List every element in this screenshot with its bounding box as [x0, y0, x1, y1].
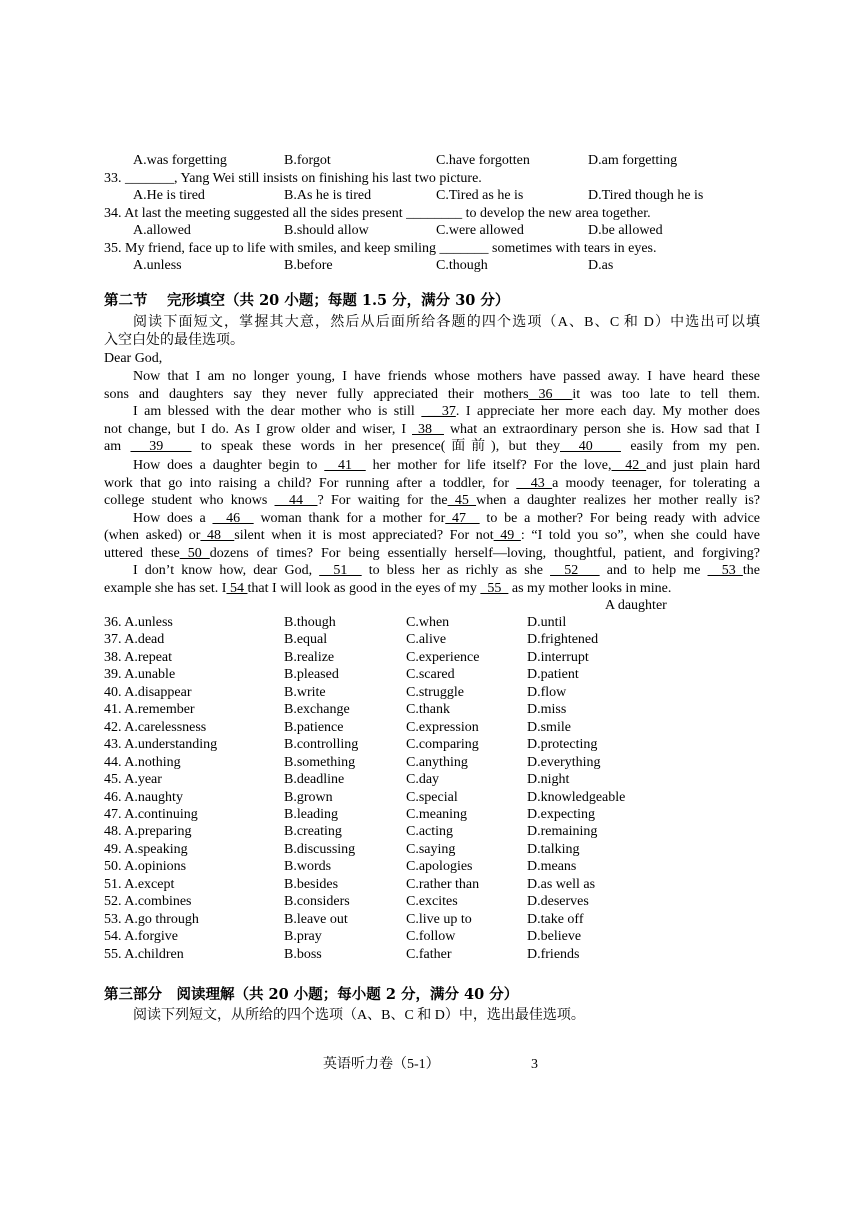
- cloze-item-row: [104, 841, 760, 858]
- passage-line: (when asked) or 48 silent when it is most appreciated? For not 49 : “I told you so”, when she could have: [104, 528, 761, 543]
- option-c: C.struggle: [406, 684, 464, 700]
- option-b: B.something: [284, 754, 356, 770]
- blank-37: __37: [421, 404, 456, 419]
- option-d: D.remaining: [527, 824, 598, 840]
- blank-36: 36: [528, 386, 573, 402]
- option-c: C.were allowed: [436, 223, 524, 238]
- section-2-title: 第二节 完形填空（共 20 小题；每题 1.5 分，满分 30 分）: [104, 292, 510, 309]
- blank-47: 47: [445, 510, 480, 526]
- option-c: C.Tired as he is: [436, 188, 524, 203]
- blank-53: 53: [707, 563, 743, 578]
- passage-line: sons and daughters say they never fully appreciated their mothers 36 it was too late to tell them.: [104, 386, 760, 402]
- option-b: B.pleased: [284, 667, 339, 683]
- option-c: C.expression: [406, 719, 479, 735]
- option-b: B.creating: [284, 824, 342, 840]
- passage-line: How does a 46 woman thank for a mother for 47 to be a mother? For being ready with advice: [133, 510, 761, 526]
- option-a: 37. A.dead: [104, 632, 165, 648]
- blank-55: 55: [480, 580, 509, 596]
- cloze-item-row: [104, 806, 760, 823]
- option-b: B.boss: [284, 946, 322, 962]
- cloze-item-row: [104, 719, 760, 736]
- cloze-item-row: [104, 631, 760, 648]
- option-d: D.take off: [527, 911, 584, 927]
- option-b: B.deadline: [284, 772, 345, 788]
- option-d: D.until: [527, 615, 567, 630]
- option-a: 52. A.combines: [104, 894, 192, 910]
- option-b: B.controlling: [284, 737, 359, 753]
- blank-38: 38: [412, 421, 444, 437]
- passage-line: Now that I am no longer young, I have friends whose mothers have passed away. I have heard these: [133, 369, 760, 384]
- option-a: A.was forgetting: [133, 153, 227, 168]
- option-b: B.discussing: [284, 841, 356, 857]
- option-b: B.equal: [284, 632, 328, 648]
- option-c: C.day: [406, 772, 440, 788]
- option-c: C.though: [436, 258, 488, 273]
- blank-42: 42: [611, 458, 647, 473]
- option-d: D.be allowed: [588, 223, 663, 238]
- option-c: C.acting: [406, 824, 454, 840]
- blank-49: 49: [493, 528, 521, 543]
- option-a: 38. A.repeat: [104, 649, 173, 665]
- option-d: D.talking: [527, 841, 580, 857]
- option-b: B.besides: [284, 876, 339, 892]
- cloze-item-row: [104, 614, 760, 631]
- section-2-instruction: 阅读下面短文，掌握其大意，然后从后面所给各题的四个选项（A、B、C 和 D）中选出可以填: [133, 315, 760, 330]
- blank-46: 46: [212, 510, 254, 526]
- cloze-item-row: [104, 684, 760, 701]
- option-b: B.words: [284, 859, 332, 875]
- cloze-item-row: [104, 649, 760, 666]
- page-number: 3: [531, 1057, 538, 1072]
- option-c: C.father: [406, 946, 452, 962]
- blank-51: 51: [319, 563, 362, 578]
- option-d: D.patient: [527, 667, 579, 683]
- option-a: 40. A.disappear: [104, 684, 192, 700]
- option-d: D.knowledgeable: [527, 789, 626, 805]
- letter-salutation: Dear God,: [104, 351, 163, 366]
- option-d: D.expecting: [527, 806, 596, 822]
- blank-39: 39: [130, 439, 192, 454]
- passage-line: How does a daughter begin to 41 her mother for life itself? For the love, 42 and just plain hard: [133, 458, 761, 473]
- option-a: A.allowed: [133, 223, 191, 238]
- option-c: C.live up to: [406, 911, 472, 927]
- option-c: C.anything: [406, 754, 468, 770]
- option-b: B.forgot: [284, 153, 331, 168]
- option-a: 48. A.preparing: [104, 824, 192, 840]
- question-33-stem: 33. _______, Yang Wei still insists on finishing his last two picture.: [104, 170, 482, 186]
- option-b: B.exchange: [284, 702, 350, 718]
- option-b: B.grown: [284, 789, 333, 805]
- option-b: B.patience: [284, 719, 344, 735]
- option-d: D.means: [527, 859, 577, 875]
- option-a: 41. A.remember: [104, 702, 195, 718]
- option-c: C.apologies: [406, 859, 473, 875]
- passage-line: work that go into raising a child? For running after a toddler, for 43 a moody teenager, for tolerating a: [104, 475, 761, 491]
- passage-line: example she has set. I 54 that I will look as good in the eyes of my 55 as my mother looks in mine.: [104, 580, 672, 596]
- blank-52: 52: [550, 563, 600, 578]
- option-b: B.leading: [284, 806, 339, 822]
- option-a: 55. A.children: [104, 946, 184, 962]
- question-34-stem: 34. At last the meeting suggested all the sides present ________ to develop the new area together.: [104, 205, 651, 221]
- mc-options-row: [104, 187, 760, 205]
- blank-41: 41: [324, 458, 366, 473]
- passage-line: uttered these 50 dozens of times? For being essentially herself—loving, thoughtful, patient, and forgiving?: [104, 545, 761, 561]
- option-c: C.experience: [406, 649, 480, 665]
- blank-40: 40: [559, 439, 621, 454]
- option-a: 44. A.nothing: [104, 754, 181, 770]
- option-a: 47. A.continuing: [104, 806, 198, 822]
- option-c: C.have forgotten: [436, 153, 530, 168]
- cloze-item-row: [104, 701, 760, 718]
- option-b: B.write: [284, 684, 326, 700]
- cloze-item-row: [104, 893, 760, 910]
- option-b: B.pray: [284, 929, 322, 945]
- option-a: 49. A.speaking: [104, 841, 188, 857]
- option-d: D.Tired though he is: [588, 188, 704, 203]
- option-c: C.alive: [406, 632, 447, 648]
- blank-50: 50: [179, 545, 210, 561]
- passage-line: I don’t know how, dear God, 51 to bless her as richly as she 52 and to help me 53 the: [133, 563, 760, 578]
- option-b: B.should allow: [284, 223, 369, 238]
- option-b: B.realize: [284, 649, 335, 665]
- option-d: D.protecting: [527, 737, 598, 753]
- option-b: B.before: [284, 258, 333, 273]
- option-c: C.excites: [406, 894, 458, 910]
- cloze-item-row: [104, 928, 760, 945]
- option-d: D.believe: [527, 929, 582, 945]
- cloze-item-row: [104, 666, 760, 683]
- option-a: 36. A.unless: [104, 615, 173, 630]
- blank-44: 44: [274, 493, 318, 508]
- option-c: C.comparing: [406, 737, 479, 753]
- option-d: D.as: [588, 258, 614, 273]
- option-b: B.leave out: [284, 911, 348, 927]
- section-3-title: 第三部分 阅读理解（共 20 小题；每小题 2 分，满分 40 分）: [104, 986, 519, 1003]
- option-c: C.when: [406, 615, 450, 630]
- option-a: 54. A.forgive: [104, 929, 179, 945]
- cloze-item-row: [104, 911, 760, 928]
- mc-options-row: [104, 257, 760, 275]
- option-c: C.saying: [406, 841, 456, 857]
- section-2-instruction-cont: 入空白处的最佳选项。: [104, 332, 244, 348]
- question-35-stem: 35. My friend, face up to life with smiles, and keep smiling _______ sometimes with tears in eyes.: [104, 240, 657, 256]
- passage-line: am 39 to speak these words in her presence(面前), but they 40 easily from my pen.: [104, 439, 760, 454]
- option-d: D.night: [527, 772, 570, 788]
- cloze-item-row: [104, 771, 760, 788]
- passage-line: I am blessed with the dear mother who is still __37. I appreciate her more each day. My mother does: [133, 404, 760, 419]
- option-d: D.as well as: [527, 876, 596, 892]
- option-c: C.follow: [406, 929, 456, 945]
- passage-line: college student who knows 44 ? For waiting for the 45 when a daughter realizes her mother really is?: [104, 493, 761, 508]
- mc-options-row: [104, 222, 760, 240]
- option-d: D.frightened: [527, 632, 599, 648]
- option-d: D.flow: [527, 684, 567, 700]
- option-a: 50. A.opinions: [104, 859, 187, 875]
- option-a: 51. A.except: [104, 876, 175, 892]
- option-c: C.meaning: [406, 806, 468, 822]
- option-c: C.rather than: [406, 876, 480, 892]
- cloze-item-row: [104, 823, 760, 840]
- option-a: 46. A.naughty: [104, 789, 183, 805]
- option-d: D.smile: [527, 719, 571, 735]
- option-a: 39. A.unable: [104, 667, 176, 683]
- cloze-item-row: [104, 736, 760, 753]
- option-c: C.thank: [406, 702, 450, 718]
- option-d: D.interrupt: [527, 649, 589, 665]
- option-a: 45. A.year: [104, 772, 162, 788]
- option-a: A.He is tired: [133, 188, 205, 203]
- mc-options-row: [104, 152, 760, 170]
- option-b: B.As he is tired: [284, 188, 372, 203]
- option-b: B.considers: [284, 894, 350, 910]
- option-a: 42. A.carelessness: [104, 719, 207, 735]
- option-a: 43. A.understanding: [104, 737, 218, 753]
- cloze-item-row: [104, 754, 760, 771]
- letter-signature: A daughter: [605, 598, 667, 613]
- blank-48: 48: [200, 528, 235, 543]
- cloze-item-row: [104, 858, 760, 875]
- option-b: B.though: [284, 615, 336, 630]
- option-a: 53. A.go through: [104, 911, 199, 927]
- cloze-item-row: [104, 876, 760, 893]
- option-d: D.everything: [527, 754, 601, 770]
- blank-54: 54: [226, 580, 248, 596]
- option-d: D.miss: [527, 702, 567, 718]
- footer-label: 英语听力卷（5-1）: [323, 1057, 440, 1072]
- blank-43: 43: [516, 475, 553, 491]
- option-a: A.unless: [133, 258, 182, 273]
- option-d: D.deserves: [527, 894, 589, 910]
- cloze-item-row: [104, 789, 760, 806]
- passage-line: not change, but I do. As I grow older and wiser, I 38 what an extraordinary person she is. How sad that I: [104, 421, 760, 437]
- cloze-item-row: [104, 946, 760, 963]
- option-c: C.special: [406, 789, 458, 805]
- blank-45: 45: [447, 493, 477, 508]
- option-d: D.am forgetting: [588, 153, 678, 168]
- option-d: D.friends: [527, 946, 580, 962]
- option-c: C.scared: [406, 667, 455, 683]
- section-3-instruction: 阅读下列短文，从所给的四个选项（A、B、C 和 D）中，选出最佳选项。: [133, 1008, 585, 1023]
